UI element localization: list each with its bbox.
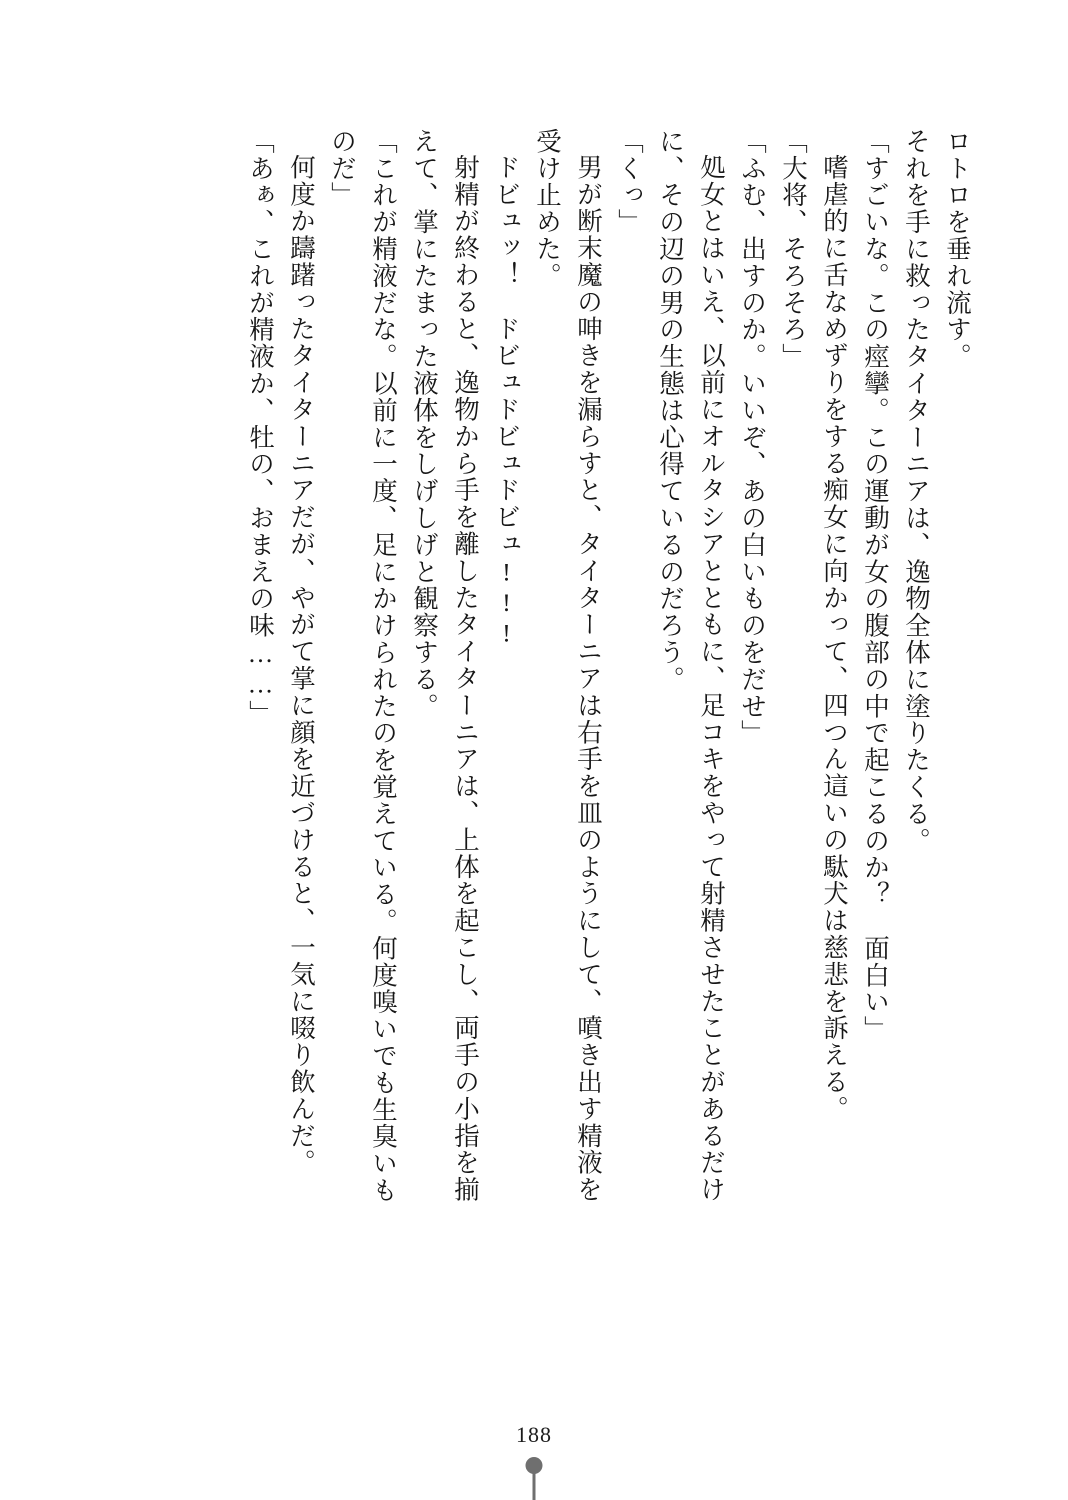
text-line: 嗜虐的に舌なめずりをする痴女に向かって、四つん這いの駄犬は慈悲を訴える。 xyxy=(820,154,849,1123)
text-line: 「あぁ、これが精液か、牡の、おまえの味……」 xyxy=(246,128,275,727)
text-line: 「ふむ、出すのか。いいぞ、あの白いものをだせ」 xyxy=(738,128,767,747)
text-line: 「これが精液だな。以前に一度、足にかけられたのを覚えている。何度嗅いでも生臭いも xyxy=(369,128,398,1204)
text-line: のだ」 xyxy=(328,128,357,209)
text-line: 「すごいな。この痙攣。この運動が女の腹部の中で起こるのか？ 面白い」 xyxy=(861,128,890,1043)
page-number: 188 xyxy=(516,1422,552,1447)
text-line: 何度か躊躇ったタイターニアだが、やがて掌に顔を近づけると、一気に啜り飲んだ。 xyxy=(287,154,316,1177)
text-line: 「くっ」 xyxy=(615,128,644,236)
text-line: それを手に救ったタイターニアは、逸物全体に塗りたくる。 xyxy=(902,128,931,855)
text-line: 処女とはいえ、以前にオルタシアとともに、足コキをやって射精させたことがあるだけ xyxy=(697,154,726,1204)
text-line: えて、掌にたまった液体をしげしげと観察する。 xyxy=(410,128,439,720)
text-line: ドビュッ！ ドビュドビュドビュ!!! xyxy=(492,154,521,649)
text-line: 男が断末魔の呻きを漏らすと、タイターニアは右手を皿のようにして、噴き出す精液を xyxy=(574,154,603,1204)
text-line: に、その辺の男の生態は心得ているのだろう。 xyxy=(656,128,685,693)
vertical-text-body xyxy=(90,128,970,1358)
text-line: 受け止めた。 xyxy=(533,128,562,290)
text-line: 「大将、そろそろ」 xyxy=(779,128,808,371)
text-line: 射精が終わると、逸物から手を離したタイターニアは、上体を起こし、両手の小指を揃 xyxy=(451,154,480,1204)
text-line: ロトロを垂れ流す。 xyxy=(943,128,972,371)
spine-mark-decoration xyxy=(533,1464,536,1500)
